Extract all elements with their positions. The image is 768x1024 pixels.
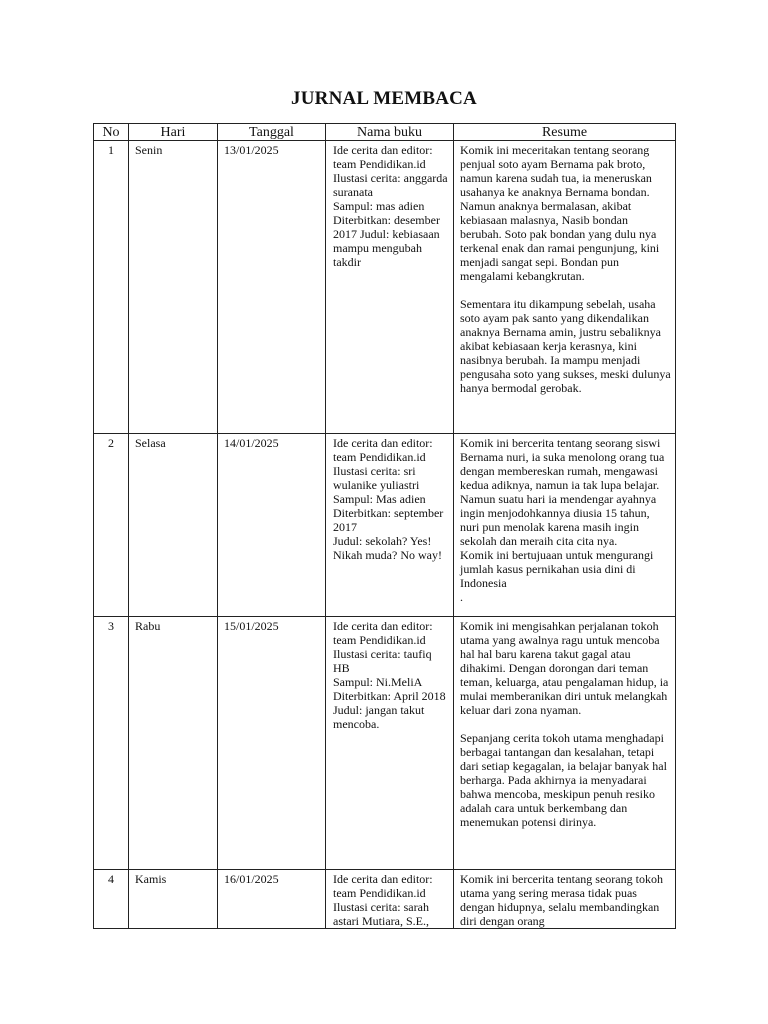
book-info-line: Sampul: Ni.MeliA [333,675,423,689]
book-info-line: Diterbitkan: september 2017 [333,506,444,534]
cell-nama-buku [326,434,454,617]
cell-tanggal: 13/01/2025 [218,141,326,434]
book-info-line: Ilustasi cerita: sarah astari Mutiara, S.E., [333,900,429,928]
table-header-row [94,124,676,141]
resume-paragraph: Komik ini meceritakan tentang seorang penjual soto ayam Bernama pak broto, namun karena sudah tua, ia meneruskan usahanya ke anaknya Bernama bondan. Namun anaknya bermalasan, akibat kebiasaan malasnya, Nasib bondan berubah. Soto pak bondan yang dulu nya terkenal enak dan ramai pengunjung, kini menjadi sangat sepi. Bondan pun mengalami kebangkrutan. [460,143,660,283]
cell-hari: Senin [129,141,218,434]
book-info-line: Sampul: Mas adien [333,492,426,506]
book-info-line: Judul: sekolah? Yes! Nikah muda? No way! [333,534,442,562]
header-nama-buku: Nama buku [326,124,454,141]
cell-tanggal: 14/01/2025 [218,434,326,617]
book-info-line: Ide cerita dan editor: team Pendidikan.id [333,619,433,647]
table-row [94,870,676,929]
cell-resume [454,434,676,617]
cell-nama-buku [326,870,454,929]
reading-journal-table [93,123,676,929]
book-info-line: Diterbitkan: desember 2017 Judul: kebiasaan mampu mengubah takdir [333,213,440,269]
resume-paragraph: Sepanjang cerita tokoh utama menghadapi berbagai tantangan dan kesalahan, tetapi dari setiap kegagalan, ia belajar banyak hal berharga. Pada akhirnya ia menyadarai bahwa mencoba, meskipun penuh resiko adalah cara untuk berkembang dan menemukan potensi dirinya. [460,731,667,829]
book-info-line: Diterbitkan: April 2018 [333,689,446,703]
header-no: No [94,124,129,141]
cell-hari: Rabu [129,617,218,870]
header-resume: Resume [454,124,676,141]
table-row [94,141,676,434]
book-info-line: Sampul: mas adien [333,199,425,213]
cell-tanggal: 15/01/2025 [218,617,326,870]
header-hari: Hari [129,124,218,141]
page-title: JURNAL MEMBACA [291,88,477,109]
book-info-line: Ilustasi cerita: sri wulanike yuliastri [333,464,420,492]
cell-hari: Kamis [129,870,218,929]
book-info-line: Ilustasi cerita: taufiq HB [333,647,432,675]
cell-no: 1 [94,141,129,434]
book-info-line: Ide cerita dan editor: team Pendidikan.id [333,143,433,171]
book-info-line: Ide cerita dan editor: team Pendidikan.id [333,872,433,900]
table-row [94,617,676,870]
resume-paragraph: Sementara itu dikampung sebelah, usaha soto ayam pak santo yang dikendalikan anaknya Bernama amin, justru sebaliknya akibat kebiasaan kerja kerasnya, kini nasibnya berubah. Ia mampu menjadi pengusaha soto yang sukses, meski dulunya hanya bermodal gerobak. [460,297,671,395]
cell-nama-buku [326,617,454,870]
cell-hari: Selasa [129,434,218,617]
resume-paragraph: Komik ini mengisahkan perjalanan tokoh utama yang awalnya ragu untuk mencoba hal hal baru karena takut gagal atau dihakimi. Dengan dorongan dari teman teman, keluarga, atau pengalaman hidup, ia mulai memberanikan diri untuk melangkah keluar dari zona nyaman. [460,619,669,717]
cell-no: 2 [94,434,129,617]
resume-paragraph: Komik ini bercerita tentang seorang siswi Bernama nuri, ia suka menolong orang tua dengan membereskan rumah, mengawasi kedua adiknya, namun ia tak lupa belajar. Namun suatu hari ia mendengar ayahnya ingin menjodohkannya diusia 15 tahun, nuri pun menolak karena masih ingin sekolah dan meraih cita cita nya. Komik ini bertujuaan untuk mengurangi jumlah kasus pernikahan usia dini di Indonesia . [460,436,665,604]
cell-resume [454,141,676,434]
book-info-line: Judul: jangan takut mencoba. [333,703,425,731]
book-info-line: Ilustasi cerita: anggarda suranata [333,171,448,199]
cell-resume [454,617,676,870]
cell-no: 4 [94,870,129,929]
table-row [94,434,676,617]
cell-tanggal: 16/01/2025 [218,870,326,929]
resume-paragraph: Komik ini bercerita tentang seorang tokoh utama yang sering merasa tidak puas dengan hidupnya, selalu membandingkan diri dengan orang [460,872,663,928]
cell-nama-buku [326,141,454,434]
cell-no: 3 [94,617,129,870]
header-tanggal: Tanggal [218,124,326,141]
cell-resume [454,870,676,929]
book-info-line: Ide cerita dan editor: team Pendidikan.id [333,436,433,464]
